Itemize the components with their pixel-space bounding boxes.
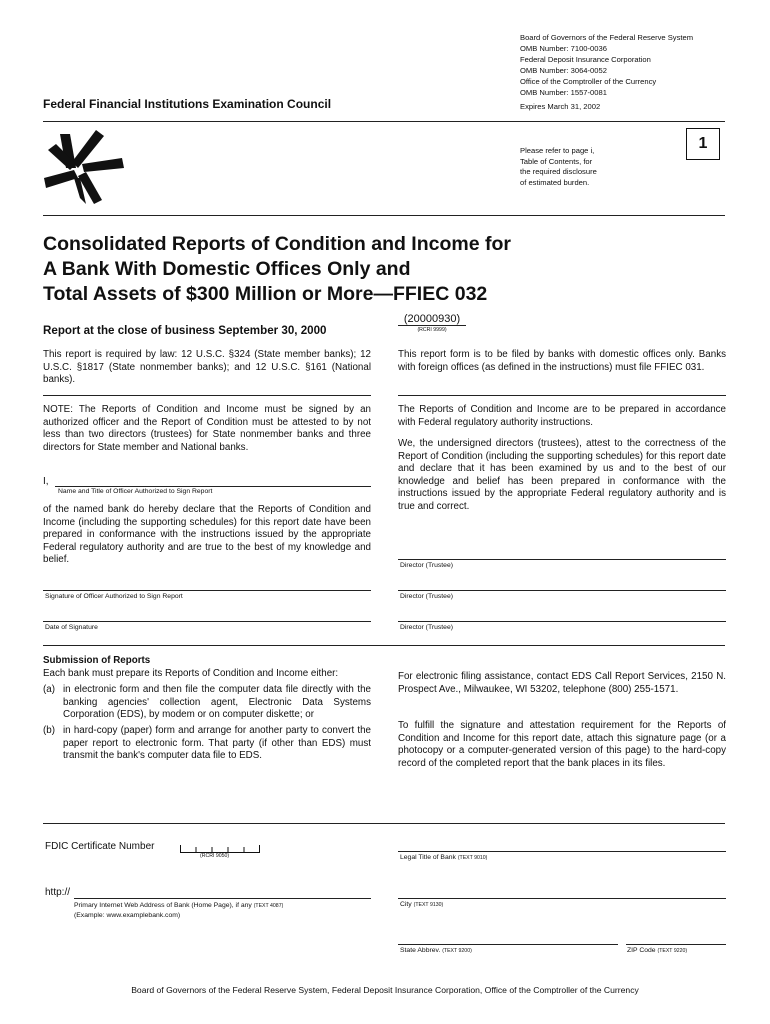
signature-date-caption: Date of Signature <box>45 624 98 631</box>
burden-note-line: Table of Contents, for <box>520 156 593 166</box>
fdic-certificate-field[interactable] <box>180 840 260 852</box>
title-rule <box>43 215 725 216</box>
list-item-tag: (b) <box>43 724 55 736</box>
submission-options <box>43 684 371 763</box>
section-rule <box>398 395 726 396</box>
zip-caption <box>627 947 687 954</box>
note-text: NOTE: The Reports of Condition and Income must be signed by an authorized officer and the Report of Condition must be attested to by not less than two directors (trustees) for State nonmember banks and three directors for State member and National banks. <box>43 404 371 453</box>
report-date-rcri: (RCRI 9999) <box>417 327 447 333</box>
city-caption <box>400 901 443 908</box>
agency-line: OMB Number: 7100-0036 <box>520 44 607 53</box>
list-item-text: in electronic form and then file the computer data file directly with the banking agencies' collection agent, Electronic Data Systems Corporation (EDS), by modem or on computer diskette; or <box>63 684 371 721</box>
fdic-code: (RCRI 9050) <box>200 853 230 859</box>
report-date-label: Report at the close of business September 30, 2000 <box>43 324 327 337</box>
list-item <box>43 684 371 722</box>
submission-rule <box>43 645 725 646</box>
officer-signature-caption: Signature of Officer Authorized to Sign Report <box>45 593 183 600</box>
city-field[interactable] <box>398 898 726 899</box>
submission-intro: Each bank must prepare its Reports of Condition and Income either: <box>43 667 339 679</box>
filing-text: This report form is to be filed by banks with domestic offices only. Banks with foreign offices (as defined in the instructions) must file FFIEC 031. <box>398 349 726 373</box>
header-rule <box>43 121 725 122</box>
report-title <box>43 232 733 307</box>
list-item-text: in hard-copy (paper) form and arrange for another party to convert the paper report to electronic form. That party (if other than EDS) must transmit the bank's computer data file to EDS. <box>63 724 371 762</box>
director-signature-line[interactable] <box>398 590 726 591</box>
director-signature-line[interactable] <box>398 559 726 560</box>
zip-label: ZIP Code <box>627 947 656 954</box>
zip-field[interactable] <box>626 944 726 945</box>
web-example: (Example: www.examplebank.com) <box>74 912 181 919</box>
report-date-code: (20000930) <box>398 313 466 326</box>
state-code: (TEXT 9200) <box>442 948 472 954</box>
title-line: A Bank With Domestic Offices Only and <box>43 258 411 280</box>
director-label: Director (Trustee) <box>400 593 453 600</box>
section-rule <box>43 395 371 396</box>
declaration-text: of the named bank do hereby declare that the Reports of Condition and Income (including the supporting schedules) for this report date have been prepared in conformance with the instructions issued by the appropriate Federal regulatory authority and are true to the best of my knowledge and belief. <box>43 504 371 566</box>
page-number-box <box>686 128 720 160</box>
state-caption <box>400 947 472 954</box>
report-date-code-block <box>398 313 466 333</box>
prepared-text: The Reports of Condition and Income are to be prepared in accordance with Federal regulatory authority instructions. <box>398 404 726 428</box>
agency-line: Office of the Comptroller of the Currency <box>520 77 657 86</box>
expiration-date: Expires March 31, 2002 <box>520 102 601 111</box>
city-label: City <box>400 901 412 908</box>
assistance-text: For electronic filing assistance, contact EDS Call Report Services, 2150 N. Prospect Ave., Milwaukee, WI 53202, telephone (800) 255-1571. <box>398 671 726 695</box>
director-label: Director (Trustee) <box>400 624 453 631</box>
legal-title-code: (TEXT 9010) <box>457 855 488 861</box>
web-caption-text: Primary Internet Web Address of Bank (Home Page), if any <box>74 902 252 909</box>
state-field[interactable] <box>398 944 618 945</box>
legal-title-field[interactable] <box>398 851 726 852</box>
state-label: State Abbrev. <box>400 947 441 954</box>
page-number: 1 <box>698 135 708 152</box>
agency-line: Board of Governors of the Federal Reserve System <box>520 33 694 42</box>
identification-rule <box>43 823 725 824</box>
title-line: Consolidated Reports of Condition and Income for <box>43 233 511 255</box>
title-line: Total Assets of $300 Million or More—FFIEC 032 <box>43 283 488 305</box>
list-item-tag: (a) <box>43 684 55 696</box>
burden-note-line: of estimated burden. <box>520 177 590 187</box>
agency-line: OMB Number: 1557-0081 <box>520 88 607 97</box>
web-caption-line <box>74 901 283 911</box>
ffiec-star-logo <box>40 128 130 206</box>
fdic-label: FDIC Certificate Number <box>45 841 155 852</box>
burden-note-line: the required disclosure <box>520 167 597 177</box>
list-item <box>43 725 371 763</box>
officer-name-caption: Name and Title of Officer Authorized to Sign Report <box>58 488 213 495</box>
city-code: (TEXT 9130) <box>413 902 444 908</box>
council-name: Federal Financial Institutions Examination Council <box>43 97 332 111</box>
agency-block <box>520 32 750 112</box>
burden-note <box>520 146 650 188</box>
footer-agencies: Board of Governors of the Federal Reserve System, Federal Deposit Insurance Corporation, Office of the Comptroller of the Currency <box>131 985 639 995</box>
i-label: I, <box>43 476 49 487</box>
fulfill-text: To fulfill the signature and attestation requirement for the Reports of Condition and Income for this report date, attach this signature page (or a photocopy or a computer-generated version of this page) to the hard-copy record of the completed report that the bank places in its files. <box>398 720 726 769</box>
signature-date-line[interactable] <box>43 621 371 622</box>
agency-line: OMB Number: 3064-0052 <box>520 66 607 75</box>
web-code: (TEXT 4087) <box>253 903 284 909</box>
director-label: Director (Trustee) <box>400 562 453 569</box>
legal-title-caption <box>400 854 487 861</box>
director-signature-line[interactable] <box>398 621 726 622</box>
officer-name-field[interactable] <box>55 486 371 487</box>
http-label: http:// <box>45 887 71 898</box>
web-caption <box>74 901 283 920</box>
submission-section <box>43 655 371 766</box>
law-text: This report is required by law: 12 U.S.C. §324 (State member banks); 12 U.S.C. §1817 (State nonmember banks); and 12 U.S.C. §161 (National banks). <box>43 349 371 386</box>
web-address-field[interactable] <box>74 898 371 899</box>
officer-signature-line[interactable] <box>43 590 371 591</box>
burden-note-line: Please refer to page i, <box>520 146 595 155</box>
legal-title-label: Legal Title of Bank <box>400 854 456 861</box>
submission-heading: Submission of Reports <box>43 655 151 666</box>
zip-code: (TEXT 9220) <box>657 948 688 954</box>
agency-line: Federal Deposit Insurance Corporation <box>520 55 651 64</box>
attest-text: We, the undersigned directors (trustees), attest to the correctness of the Report of Condition (including the supporting schedules) for this report date and declare that it has been examined by us and to the best of our knowledge and belief has been prepared in conformance with the instructions issued by the appropriate Federal regulatory authority and is true and correct. <box>398 438 726 512</box>
